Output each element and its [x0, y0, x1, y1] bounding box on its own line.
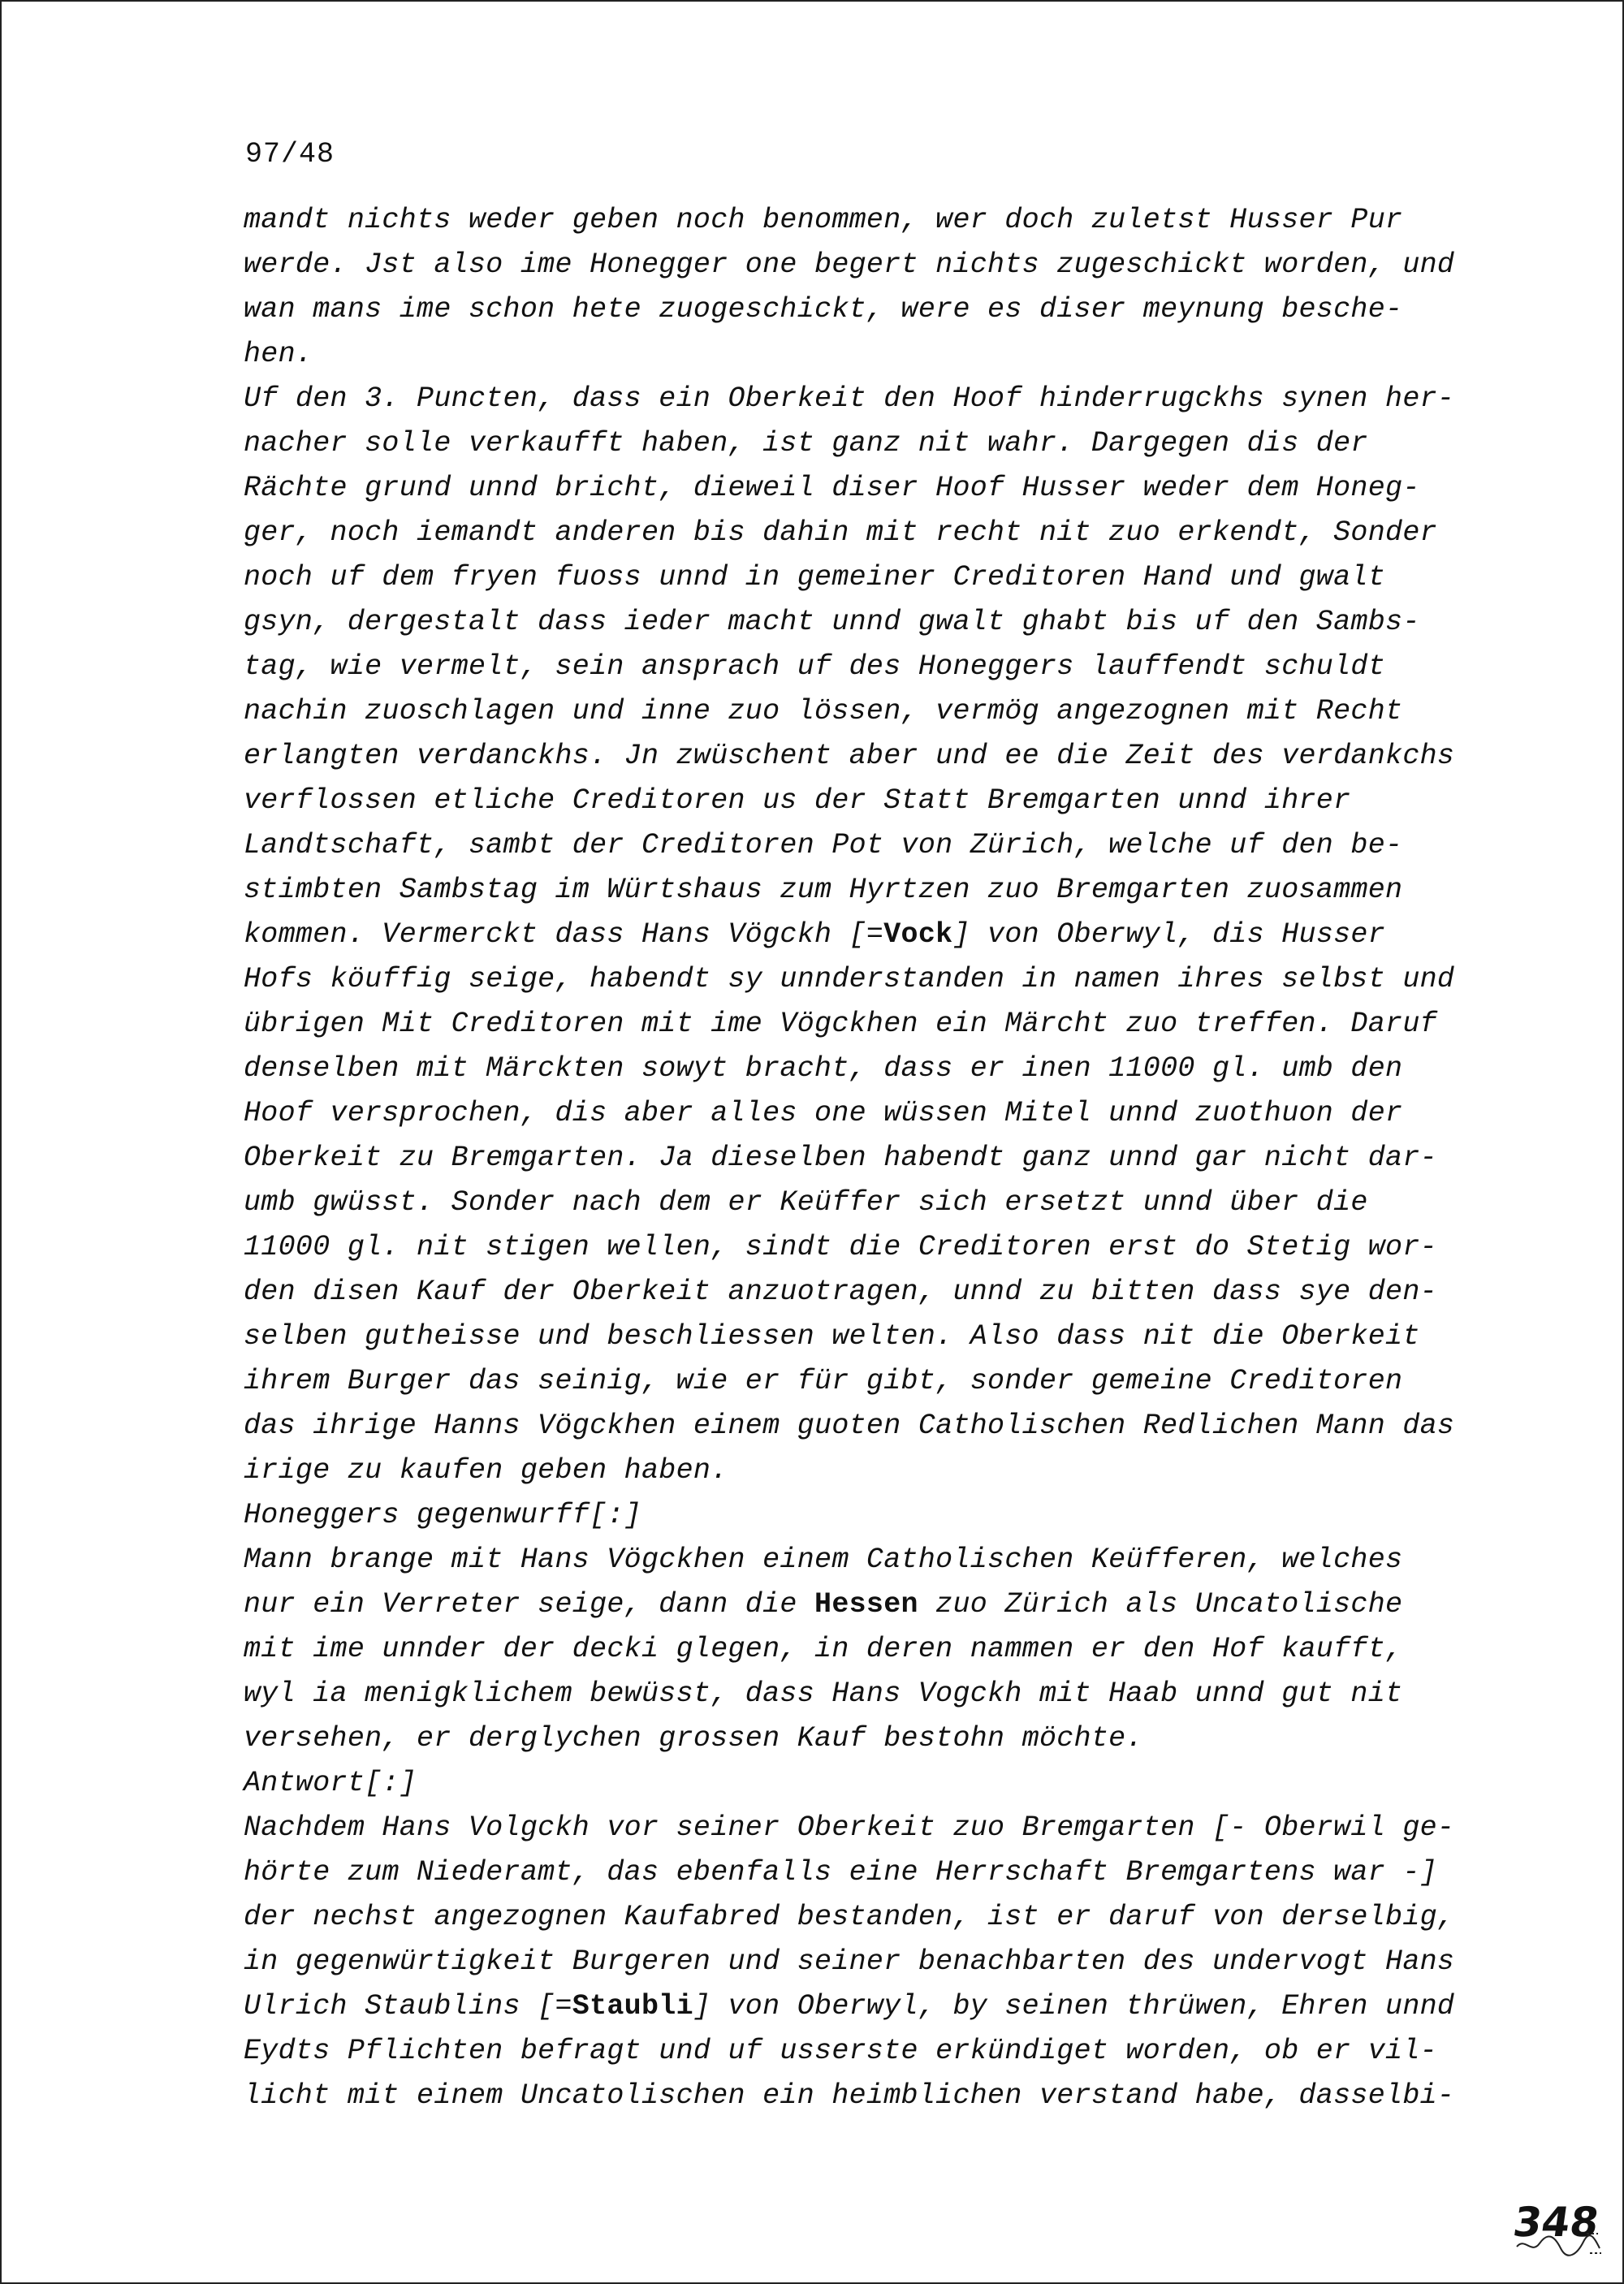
- text-line: wyl ia menigklichem bewüsst, dass Hans Vogckh mit Haab unnd gut nit: [244, 1677, 1403, 1710]
- page-number: 97/48: [245, 138, 335, 171]
- text-line-hessen: [244, 1582, 1510, 1627]
- text-line: werde. Jst also ime Honegger one begert nichts zugeschickt worden, und: [244, 248, 1455, 281]
- text-line: Hofs köuffig seige, habendt sy unnderstanden in namen ihres selbst und: [244, 963, 1455, 995]
- text-line: mandt nichts weder geben noch benommen, wer doch zuletst Husser Pur: [244, 204, 1403, 236]
- text-line: Oberkeit zu Bremgarten. Ja dieselben habendt ganz unnd gar nicht dar-: [244, 1142, 1437, 1174]
- text-line: ger, noch iemandt anderen bis dahin mit recht nit zuo erkendt, Sonder: [244, 516, 1437, 549]
- text-line: selben gutheisse und beschliessen welten. Also dass nit die Oberkeit: [244, 1320, 1420, 1353]
- text-line-staubli: [244, 1984, 1510, 2029]
- text-span: kommen. Vermerckt dass Hans Vögckh [=: [244, 918, 884, 951]
- text-line: stimbten Sambstag im Würtshaus zum Hyrtzen zuo Bremgarten zuosammen: [244, 874, 1403, 906]
- stamp-number: 348: [1510, 2199, 1602, 2246]
- text-line: der nechst angezognen Kaufabred bestanden, ist er daruf von derselbig,: [244, 1901, 1455, 1933]
- text-line: Nachdem Hans Volgckh vor seiner Oberkeit zuo Bremgarten [- Oberwil ge-: [244, 1811, 1455, 1844]
- text-line: das ihrige Hanns Vögckhen einem guoten Catholischen Redlichen Mann das: [244, 1410, 1455, 1442]
- text-line: Eydts Pflichten befragt und uf usserste erkündiget worden, ob er vil-: [244, 2035, 1437, 2067]
- text-line: Uf den 3. Puncten, dass ein Oberkeit den Hoof hinderrugckhs synen her-: [244, 382, 1455, 415]
- bold-name: Staubli: [572, 1990, 693, 2023]
- text-span: ] von Oberwyl, dis Husser: [952, 918, 1386, 951]
- text-line: Hoof versprochen, dis aber alles one wüssen Mitel unnd zuothuon der: [244, 1097, 1403, 1129]
- text-line: den disen Kauf der Oberkeit anzuotragen, unnd zu bitten dass sye den-: [244, 1276, 1437, 1308]
- text-line: denselben mit Märckten sowyt bracht, dass er inen 11000 gl. umb den: [244, 1052, 1403, 1085]
- text-line: umb gwüsst. Sonder nach dem er Keüffer sich ersetzt unnd über die: [244, 1186, 1368, 1219]
- text-line: tag, wie vermelt, sein ansprach uf des Honeggers lauffendt schuldt: [244, 650, 1386, 683]
- text-line: gsyn, dergestalt dass ieder macht unnd gwalt ghabt bis uf den Sambs-: [244, 606, 1420, 638]
- text-span: zuo Zürich als Uncatolische: [918, 1588, 1403, 1621]
- text-line: Mann brange mit Hans Vögckhen einem Catholischen Keüfferen, welches: [244, 1544, 1403, 1576]
- text-line: noch uf dem fryen fuoss unnd in gemeiner Creditoren Hand und gwalt: [244, 561, 1386, 594]
- text-line: hörte zum Niederamt, das ebenfalls eine Herrschaft Bremgartens war -]: [244, 1856, 1437, 1889]
- document-body: [244, 198, 1510, 2118]
- text-line: nachin zuoschlagen und inne zuo lössen, vermög angezognen mit Recht: [244, 695, 1403, 728]
- text-line: mit ime unnder der decki glegen, in deren nammen er den Hof kaufft,: [244, 1633, 1403, 1665]
- section-heading: Antwort[:]: [244, 1767, 417, 1799]
- text-line: erlangten verdanckhs. Jn zwüschent aber und ee die Zeit des verdankchs: [244, 740, 1455, 772]
- section-heading: Honeggers gegenwurff[:]: [244, 1499, 641, 1531]
- handwritten-page-stamp: [1510, 2198, 1603, 2259]
- text-line: Rächte grund unnd bricht, dieweil diser Hoof Husser weder dem Honeg-: [244, 472, 1420, 504]
- text-line: verflossen etliche Creditoren us der Statt Bremgarten unnd ihrer: [244, 784, 1351, 817]
- text-line: übrigen Mit Creditoren mit ime Vögckhen ein Märcht zuo treffen. Daruf: [244, 1008, 1437, 1040]
- text-line: in gegenwürtigkeit Burgeren und seiner benachbarten des undervogt Hans: [244, 1945, 1455, 1978]
- text-line: nacher solle verkaufft haben, ist ganz nit wahr. Dargegen dis der: [244, 427, 1368, 460]
- bold-name: Vock: [883, 918, 953, 951]
- text-span: ] von Oberwyl, by seinen thrüwen, Ehren unnd: [693, 1990, 1455, 2023]
- bold-name: Hessen: [814, 1588, 918, 1621]
- text-span: Ulrich Staublins [=: [244, 1990, 572, 2023]
- scribble-icon: [1514, 2230, 1603, 2259]
- text-line: ihrem Burger das seinig, wie er für gibt, sonder gemeine Creditoren: [244, 1365, 1403, 1397]
- text-line: licht mit einem Uncatolischen ein heimblichen verstand habe, dasselbi-: [244, 2079, 1455, 2112]
- text-line: hen.: [244, 338, 313, 370]
- text-line: wan mans ime schon hete zuogeschickt, were es diser meynung besche-: [244, 293, 1403, 326]
- text-line-vock: [244, 913, 1510, 957]
- text-line: versehen, er derglychen grossen Kauf bestohn möchte.: [244, 1722, 1143, 1755]
- text-line: 11000 gl. nit stigen wellen, sindt die Creditoren erst do Stetig wor-: [244, 1231, 1437, 1263]
- text-line: Landtschaft, sambt der Creditoren Pot von Zürich, welche uf den be-: [244, 829, 1403, 861]
- text-line: irige zu kaufen geben haben.: [244, 1454, 728, 1487]
- text-span: nur ein Verreter seige, dann die: [244, 1588, 815, 1621]
